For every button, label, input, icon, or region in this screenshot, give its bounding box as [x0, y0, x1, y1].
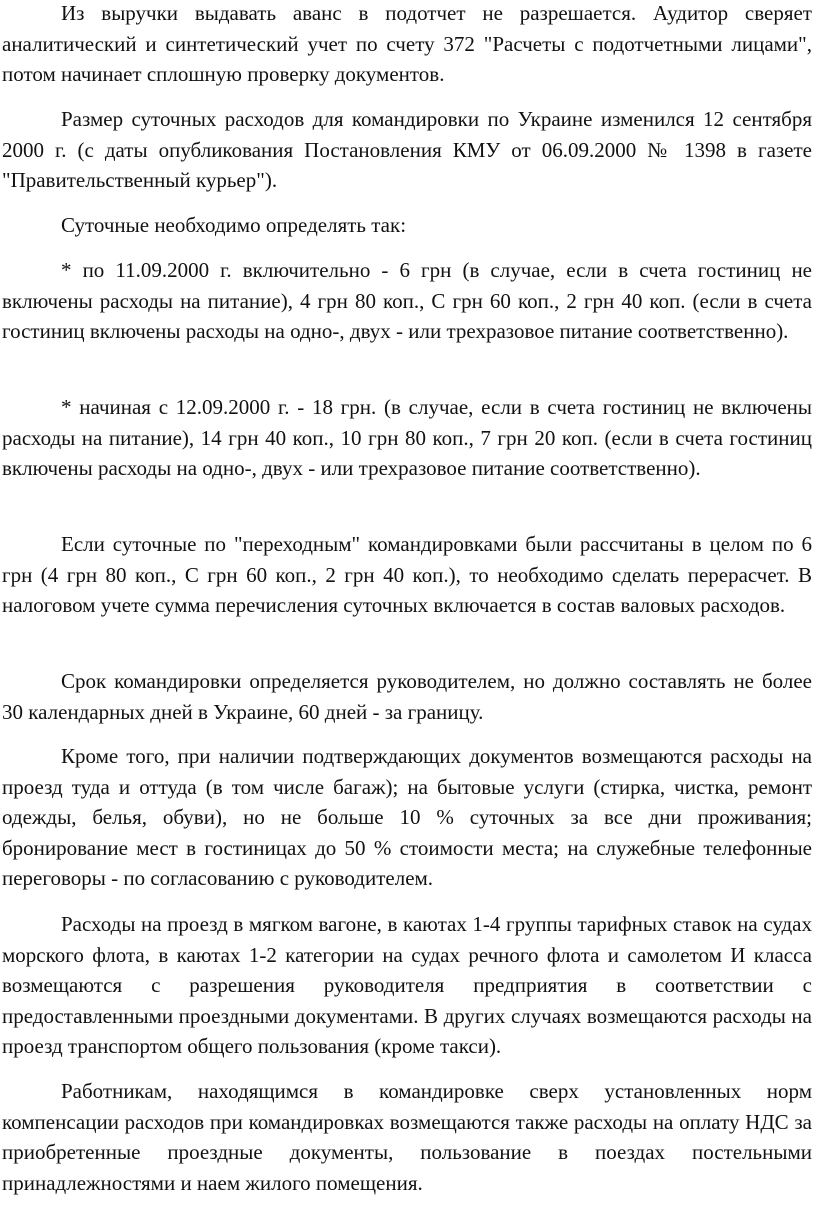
paragraph-vat-reimbursement: Работникам, находящимся в командировке сверх установленных норм компенсации расходов при командировках возмещаются также расходы на оплату НДС за приобретенные проездные документы, пользование в поездах постельными принадлежностями и наем жилого помещения.	[2, 1079, 812, 1195]
paragraph-trip-duration: Срок командировки определяется руководителем, но должно составлять не более 30 календарных дней в Украине, 60 дней - за границу.	[2, 669, 812, 724]
paragraph-advance-audit: Из выручки выдавать аванс в подотчет не разрешается. Аудитор сверяет аналитический и синтетический учет по счету 372 "Расчеты с подотчетными лицами", потом начинает сплошную проверку документов.	[2, 1, 812, 87]
paragraph-rate-before: * по 11.09.2000 г. включительно - 6 грн (в случае, если в счета гостиниц не включены расходы на питание), 4 грн 80 коп., С грн 60 коп., 2 грн 40 коп. (если в счета гостиниц включены расходы на одно-, двух - или трехразовое питание соответственно).	[2, 258, 812, 344]
paragraph-reimbursed-expenses: Кроме того, при наличии подтверждающих документов возмещаются расходы на проезд туда и оттуда (в том числе багаж); на бытовые услуги (стирка, чистка, ремонт одежды, белья, обуви), но не больше 10 % суточных за все дни проживания; бронирование мест в гостиницах до 50 % стоимости места; на служебные телефонные переговоры - по согласованию с руководителем.	[2, 744, 812, 891]
paragraph-travel-class: Расходы на проезд в мягком вагоне, в каютах 1-4 группы тарифных ставок на судах морского флота, в каютах 1-2 категории на судах речного флота и самолетом И класса возмещаются с разрешения руководителя предприятия в соответствии с предоставленными проездными документами. В других случаях возмещаются расходы на проезд транспортом общего пользования (кроме такси).	[2, 912, 812, 1059]
paragraph-daily-allowance-change: Размер суточных расходов для командировки по Украине изменился 12 сентября 2000 г. (с даты опубликования Постановления КМУ от 06.09.2000 № 1398 в газете "Правительственный курьер").	[2, 107, 812, 193]
paragraph-recalculation: Если суточные по "переходным" командировками были рассчитаны в целом по 6 грн (4 грн 80 коп., С грн 60 коп., 2 грн 40 коп.), то необходимо сделать перерасчет. В налоговом учете сумма перечисления суточных включается в состав валовых расходов.	[2, 532, 812, 618]
paragraph-rate-after: * начиная с 12.09.2000 г. - 18 грн. (в случае, если в счета гостиниц не включены расходы на питание), 14 грн 40 коп., 10 грн 80 коп., 7 грн 20 коп. (если в счета гостиниц включены расходы на одно-, двух - или трехразовое питание соответственно).	[2, 395, 812, 481]
paragraph-daily-allowance-intro: Суточные необходимо определять так:	[61, 213, 407, 237]
